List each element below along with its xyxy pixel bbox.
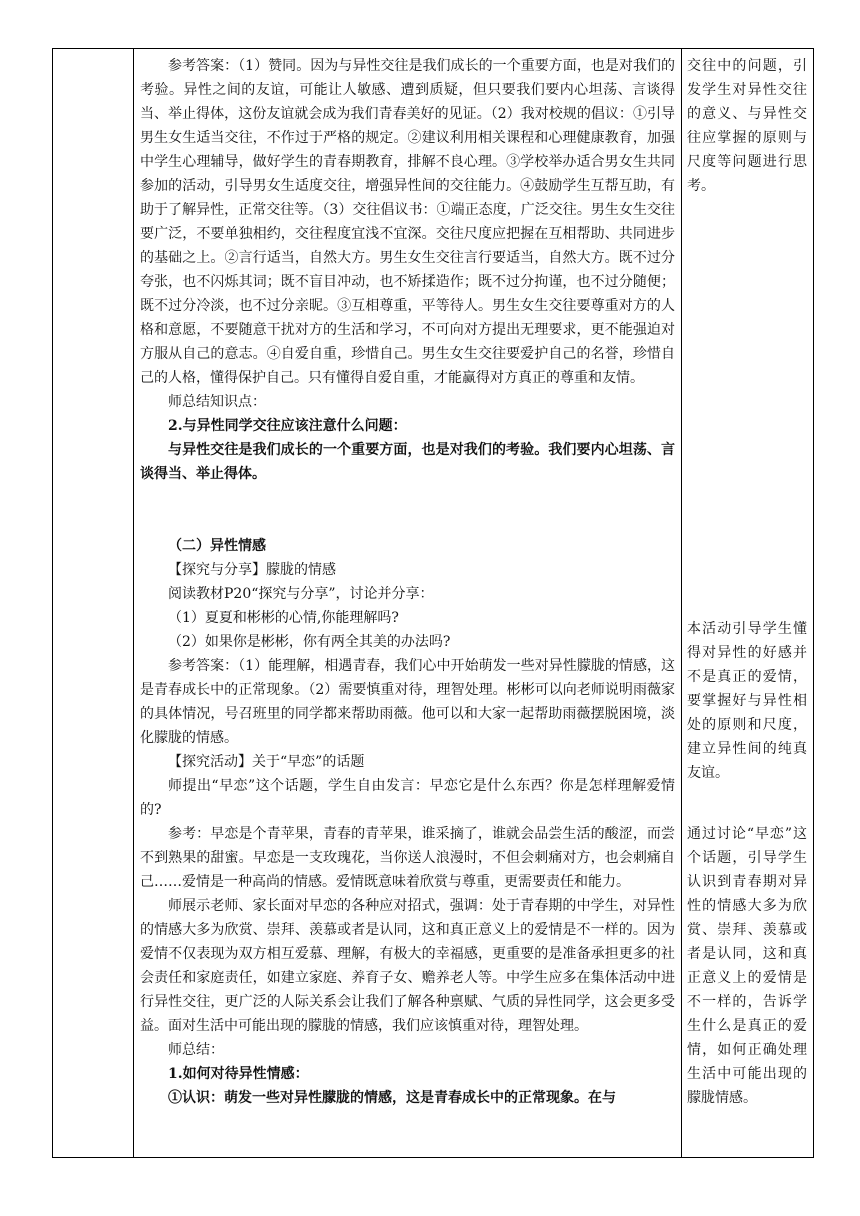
activity-prompt: 师提出“早恋”这个话题，学生自由发言：早恋它是什么东西？你是怎样理解爱情的? (140, 778, 675, 818)
answer-paragraph: 参考答案：（1）赞同。因为与异性交往是我们成长的一个重要方面，也是对我们的考验。异性之间的友谊，可能让人敏感、遭到质疑，但只要我们要内心坦荡、言谈得当、举止得体，这份友谊就会成为我们青春美好的见证。（2）我对校规的倡议：①引导男生女生适当交往，不作过于严格的规定。②建议利用相关课程和心理健康教育，加强中学生心理辅导，做好学生的青春期教育，排解不良心理。③学校举办适合男女生共同参加的活动，引导男女生适度交往，增强异性间的交往能力。④鼓励学生互帮互助，有助于了解异性，正常交往等。（3）交往倡议书：①端正态度，广泛交往。男生女生交往要广泛，不要单独相约，交往程度宜浅不宜深。交往尺度应把握在互相帮助、共同进步的基础之上。②言行适当，自然大方。男生女生交往言行要适当，自然大方。既不过分夸张，也不闪烁其词；既不盲目冲动，也不矫揉造作；既不过分拘谨，也不过分随便；既不过分冷淡，也不过分亲昵。③互相尊重，平等待人。男生女生交往要尊重对方的人格和意愿，不要随意干扰对方的生活和学习，不可向对方提出无理要求，更不能强迫对方服从自己的意志。④自爱自重，珍惜自己。男生女生交往要爱护自己的名誉，珍惜自己的人格，懂得保护自己。只有懂得自爱自重，才能赢得对方真正的尊重和友情。 (140, 58, 675, 386)
knowledge-point-2-body: 与异性交往是我们成长的一个重要方面，也是对我们的考验。我们要内心坦荡、言谈得当、举止得体。 (140, 442, 675, 482)
activity-reference: 参考：早恋是个青苹果，青春的青苹果，谁采摘了，谁就会品尝生活的酸涩，而尝不到熟果的甜蜜。早恋是一支玫瑰花，当你送人浪漫时，不但会刺痛对方，也会刺痛自己……爱情是一种高尚的情感。爱情既意味着欣赏与尊重，更需要责任和能力。 (140, 826, 675, 890)
side-note-2-text: 本活动引导学生懂得对异性的好感并不是真正的爱情，要掌握好与异性相处的原则和尺度，建立异性间的纯真友谊。 (687, 621, 807, 781)
table-col-divider-1 (133, 48, 134, 1158)
reference-answer: 参考答案：（1）能理解，相遇青春，我们心中开始萌发一些对异性朦胧的情感，这是青春成长中的正常现象。（2）需要慎重对待，理智处理。彬彬可以向老师说明雨薇家的具体情况，号召班里的同学都来帮助雨薇。他可以和大家一起帮助雨薇摆脱困境，淡化朦胧的情感。 (140, 658, 675, 746)
activity-title: 【探究活动】关于“早恋”的话题 (168, 754, 365, 770)
knowledge-point-1-body: ①认识：萌发一些对异性朦胧的情感，这是青春成长中的正常现象。在与 (168, 1090, 616, 1106)
teacher-emphasis: 师展示老师、家长面对早恋的各种应对招式，强调：处于青春期的中学生，对异性的情感大多为欣赏、崇拜、羡慕或者是认同，这和真正意义上的爱情是不一样的。因为爱情不仅表现为双方相互爱慕、理解，有极大的幸福感，更重要的是准备承担更多的社会责任和家庭责任，如建立家庭、养育子女、赡养老人等。中学生应多在集体活动中进行异性交往，更广泛的人际关系会让我们了解各种禀赋、气质的异性同学，这会更多受益。面对生活中可能出现的朦胧的情感，我们应该慎重对待，理智处理。 (140, 898, 675, 1034)
teacher-summary-label: 师总结： (168, 1042, 224, 1058)
side-note-1 (687, 54, 807, 198)
table-col-divider-2 (681, 48, 682, 1158)
knowledge-point-2-title: 2.与异性同学交往应该注意什么问题： (168, 418, 407, 434)
side-note-3 (687, 822, 807, 1110)
explore-instruction: 阅读教材P20“探究与分享”，讨论并分享： (168, 586, 434, 602)
section-title: （二）异性情感 (168, 538, 266, 554)
table-right-border (813, 48, 814, 1158)
side-note-2 (687, 617, 807, 785)
spacer (140, 486, 675, 534)
table-bottom-border (52, 1157, 814, 1158)
table-top-border (52, 48, 814, 49)
side-note-3-text: 通过讨论“早恋”这个话题，引导学生认识到青春期对异性的情感大多为欣赏、崇拜、羡慕或者是认同，这和真正意义上的爱情是不一样的，告诉学生什么是真正的爱情，如何正确处理生活中可能出现的朦胧情感。 (687, 826, 807, 1106)
summary-label: 师总结知识点： (168, 394, 266, 410)
side-note-1-text: 交往中的问题，引发学生对异性交往的意义、与异性交往应掌握的原则与尺度等问题进行思考。 (687, 58, 807, 194)
question-1: （1）夏夏和彬彬的心情,你能理解吗? (168, 610, 399, 626)
main-content-column (140, 54, 675, 1110)
table-left-border (52, 48, 53, 1158)
question-2: （2）如果你是彬彬，你有两全其美的办法吗? (168, 634, 451, 650)
explore-title: 【探究与分享】朦胧的情感 (168, 562, 336, 578)
knowledge-point-1-title: 1.如何对待异性情感： (168, 1066, 309, 1082)
